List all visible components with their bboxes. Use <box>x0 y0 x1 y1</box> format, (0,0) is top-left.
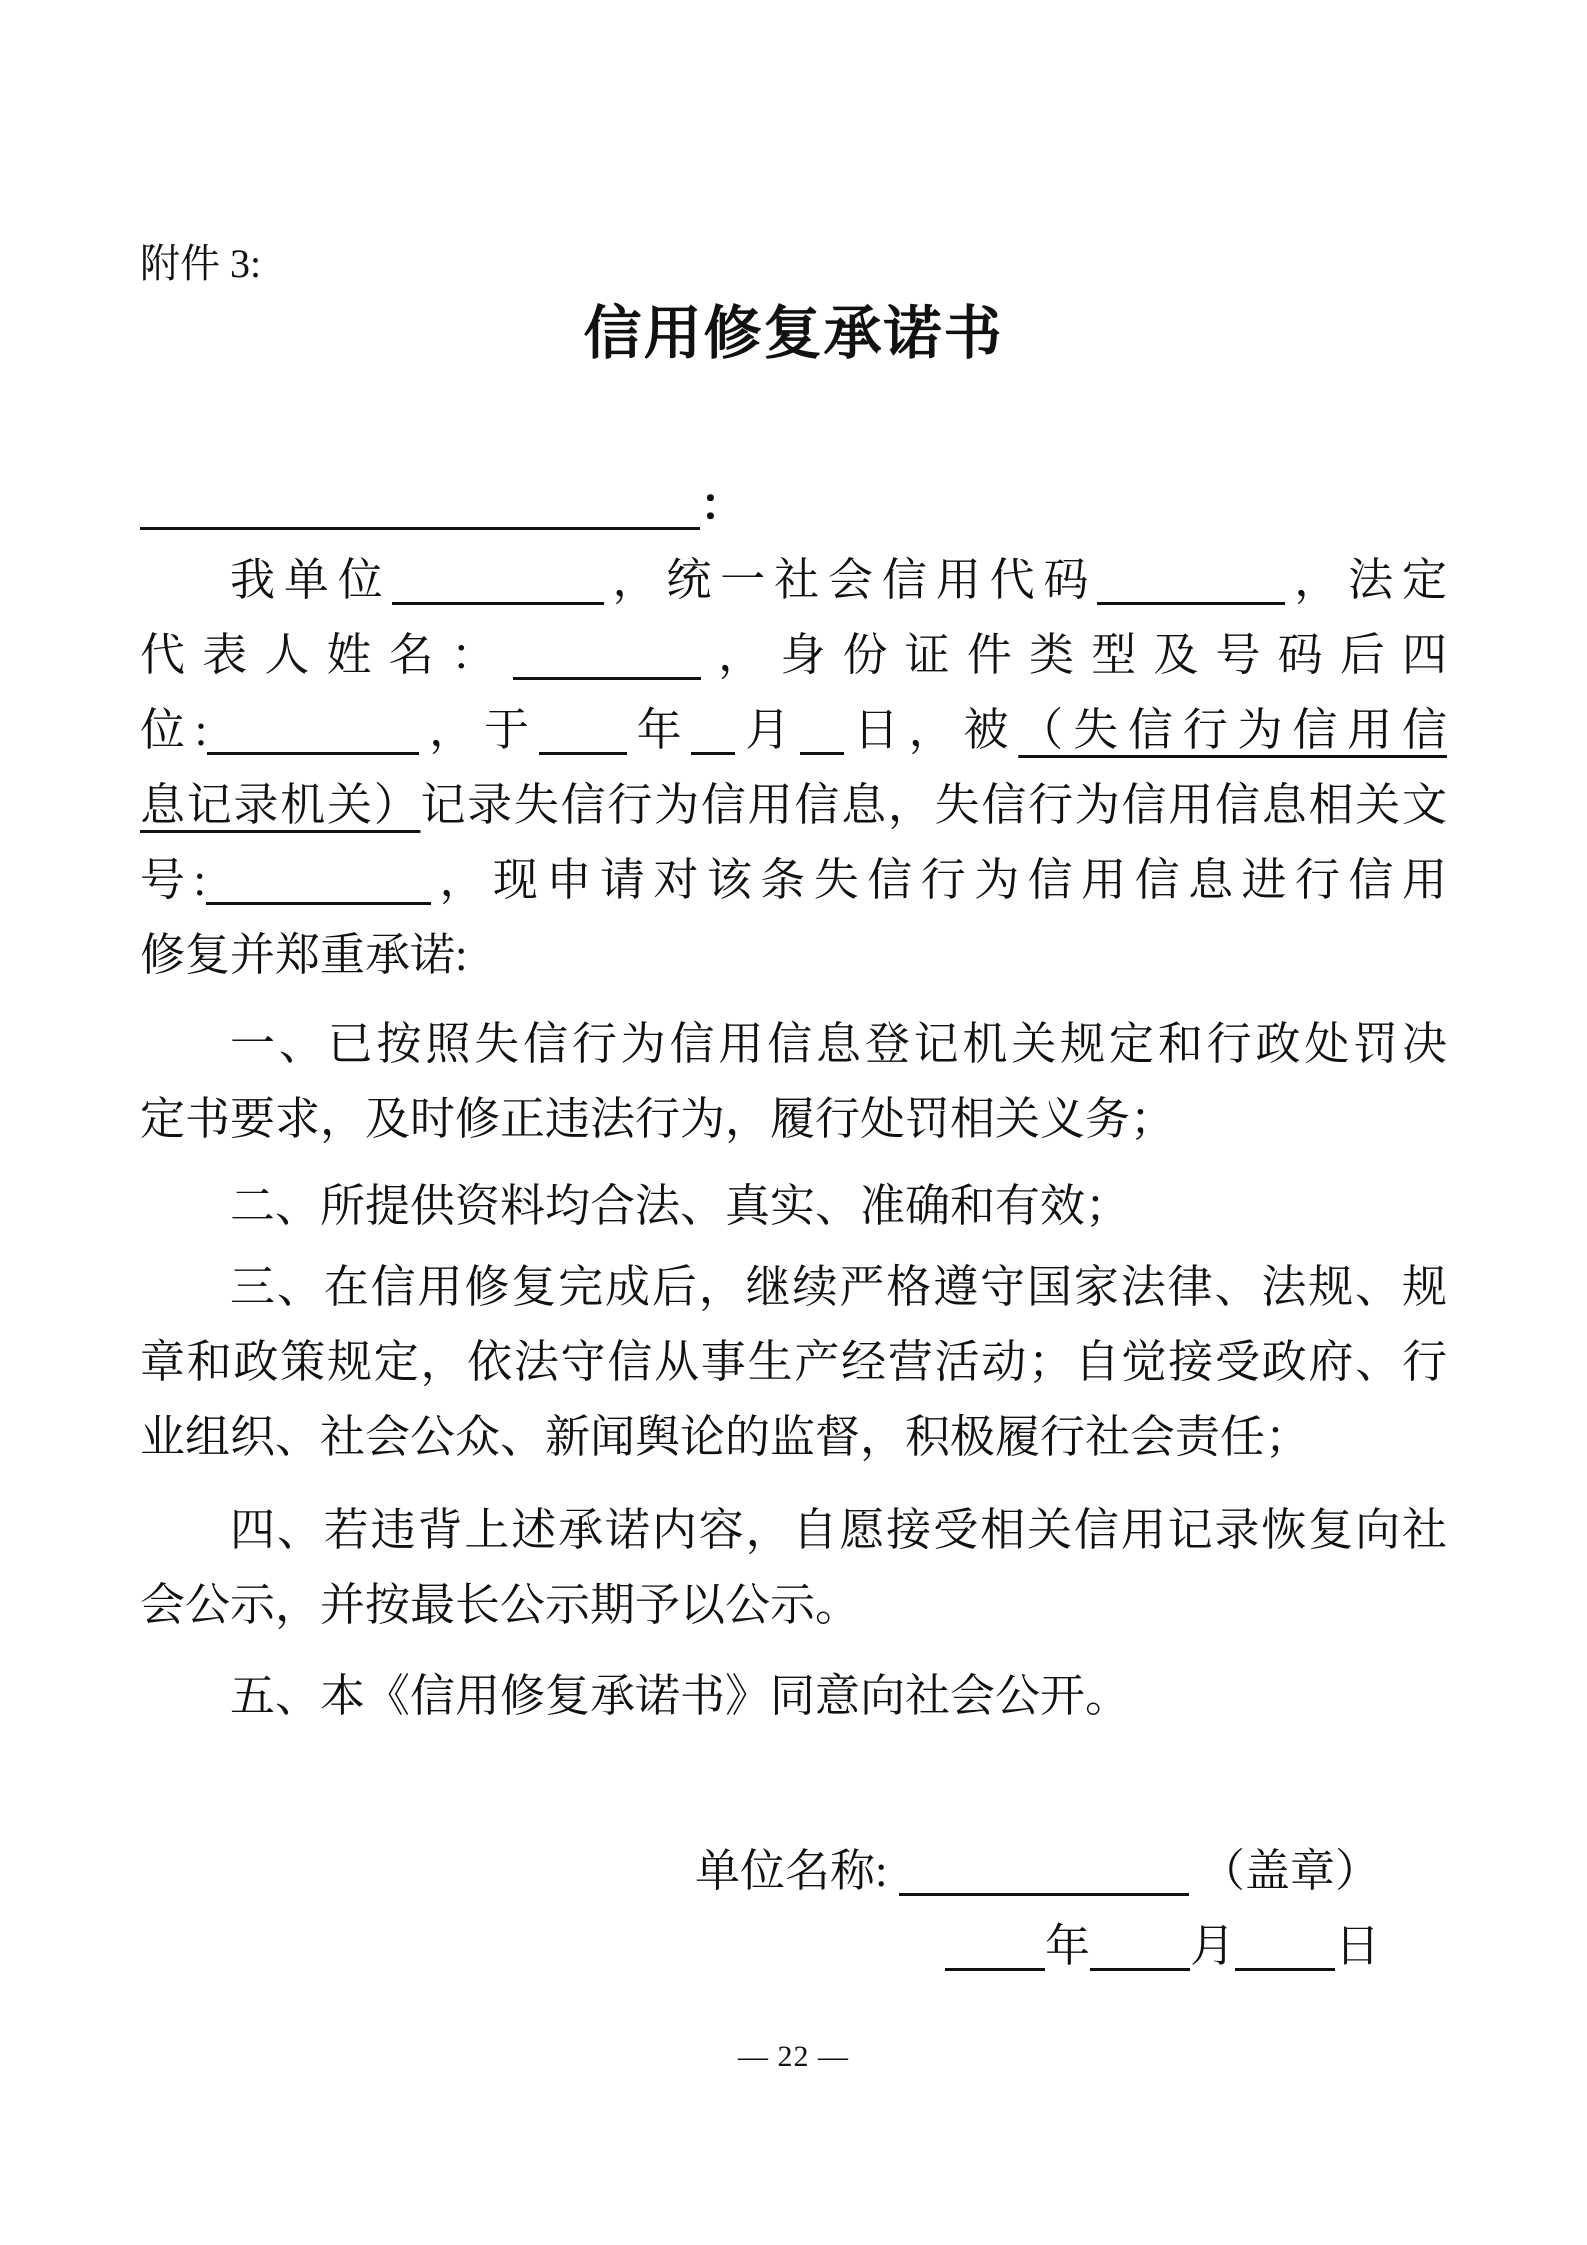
text-segment: 年 <box>626 705 692 755</box>
item1-line2 <box>140 1082 1447 1157</box>
para1-line1 <box>140 543 1447 618</box>
blank-underline-field <box>945 1968 1045 1971</box>
text-segment: ，法定 <box>1285 555 1447 605</box>
para1-line2 <box>140 618 1447 693</box>
text-segment: 二、所提供资料均合法、真实、准确和有效； <box>230 1181 1131 1231</box>
item3-line2 <box>140 1325 1447 1400</box>
blank-underline-field <box>513 677 701 680</box>
item5-line1 <box>140 1659 1447 1734</box>
text-segment: 息记录机关） <box>140 780 421 830</box>
blank-underline-field <box>207 752 419 755</box>
blank-underline-field <box>800 752 844 755</box>
blank-underline-field <box>539 752 627 755</box>
item4-line1 <box>140 1493 1447 1568</box>
text-segment: 三、在信用修复完成后，继续严格遵守国家法律、法规、规 <box>230 1262 1447 1312</box>
para1-line4 <box>140 768 1447 843</box>
blank-underline-field <box>140 527 700 530</box>
blank-underline-field <box>691 752 735 755</box>
blank-underline-field <box>899 1893 1189 1896</box>
page-number: — 22 — <box>738 2040 849 2073</box>
text-segment: 日 <box>1334 1921 1380 1971</box>
signature-line <box>140 1834 1447 1909</box>
para1-line5 <box>140 843 1447 918</box>
text-segment: 章和政策规定，依法守信从事生产经营活动；自觉接受政府、行 <box>140 1337 1447 1387</box>
item4-line2 <box>140 1568 1447 1643</box>
attachment-label: 附件 3: <box>140 241 262 286</box>
para1-line6 <box>140 918 1447 993</box>
text-segment: 号: <box>140 855 206 905</box>
text-segment: ，身份证件类型及号码后四 <box>701 630 1447 680</box>
document-body <box>140 468 1447 1984</box>
text-segment: ，统一社会信用代码 <box>603 555 1098 605</box>
text-segment: 我单位 <box>230 555 392 605</box>
text-segment: 会公示，并按最长公示期予以公示。 <box>140 1580 861 1630</box>
text-segment: ，现申请对该条失信行为信用信息进行信用 <box>430 855 1447 905</box>
blank-underline-field <box>1097 602 1285 605</box>
blank-underline-field <box>1090 1968 1190 1971</box>
text-segment: 修复并郑重承诺: <box>140 930 468 980</box>
text-segment: 定书要求，及时修正违法行为，履行处罚相关义务； <box>140 1094 1176 1144</box>
document-title: 信用修复承诺书 <box>583 301 1004 366</box>
text-segment: 一、已按照失信行为信用信息登记机关规定和行政处罚决 <box>230 1019 1447 1069</box>
text-segment: （失信行为信用信 <box>1018 705 1447 755</box>
item3-line1 <box>140 1250 1447 1325</box>
date-line <box>140 1909 1447 1984</box>
blank-underline-field <box>1235 1968 1335 1971</box>
text-segment: 日，被 <box>844 705 1019 755</box>
text-segment: 四、若违背上述承诺内容，自愿接受相关信用记录恢复向社 <box>230 1505 1447 1555</box>
para1-line3 <box>140 693 1447 768</box>
text-segment: 业组织、社会公众、新闻舆论的监督，积极履行社会责任； <box>140 1412 1311 1462</box>
text-segment: 月 <box>1189 1921 1235 1971</box>
text-segment: 位: <box>140 705 208 755</box>
text-segment: 记录失信行为信用信息，失信行为信用信息相关文 <box>420 780 1447 830</box>
text-segment: ，于 <box>419 705 539 755</box>
blank-underline-field <box>392 602 604 605</box>
text-segment: 五、本《信用修复承诺书》同意向社会公开。 <box>230 1671 1131 1721</box>
item2-line1 <box>140 1169 1447 1244</box>
blank-underline-field <box>206 902 431 905</box>
salutation-colon: ： <box>700 480 746 530</box>
text-segment: 月 <box>735 705 801 755</box>
text-segment: 代表人姓名： <box>140 630 513 680</box>
text-segment: 单位名称: <box>694 1846 899 1896</box>
salutation-line <box>140 468 1447 543</box>
item3-line3 <box>140 1400 1447 1475</box>
text-segment: （盖章） <box>1188 1846 1380 1896</box>
item1-line1 <box>140 1007 1447 1082</box>
text-segment: 年 <box>1044 1921 1090 1971</box>
